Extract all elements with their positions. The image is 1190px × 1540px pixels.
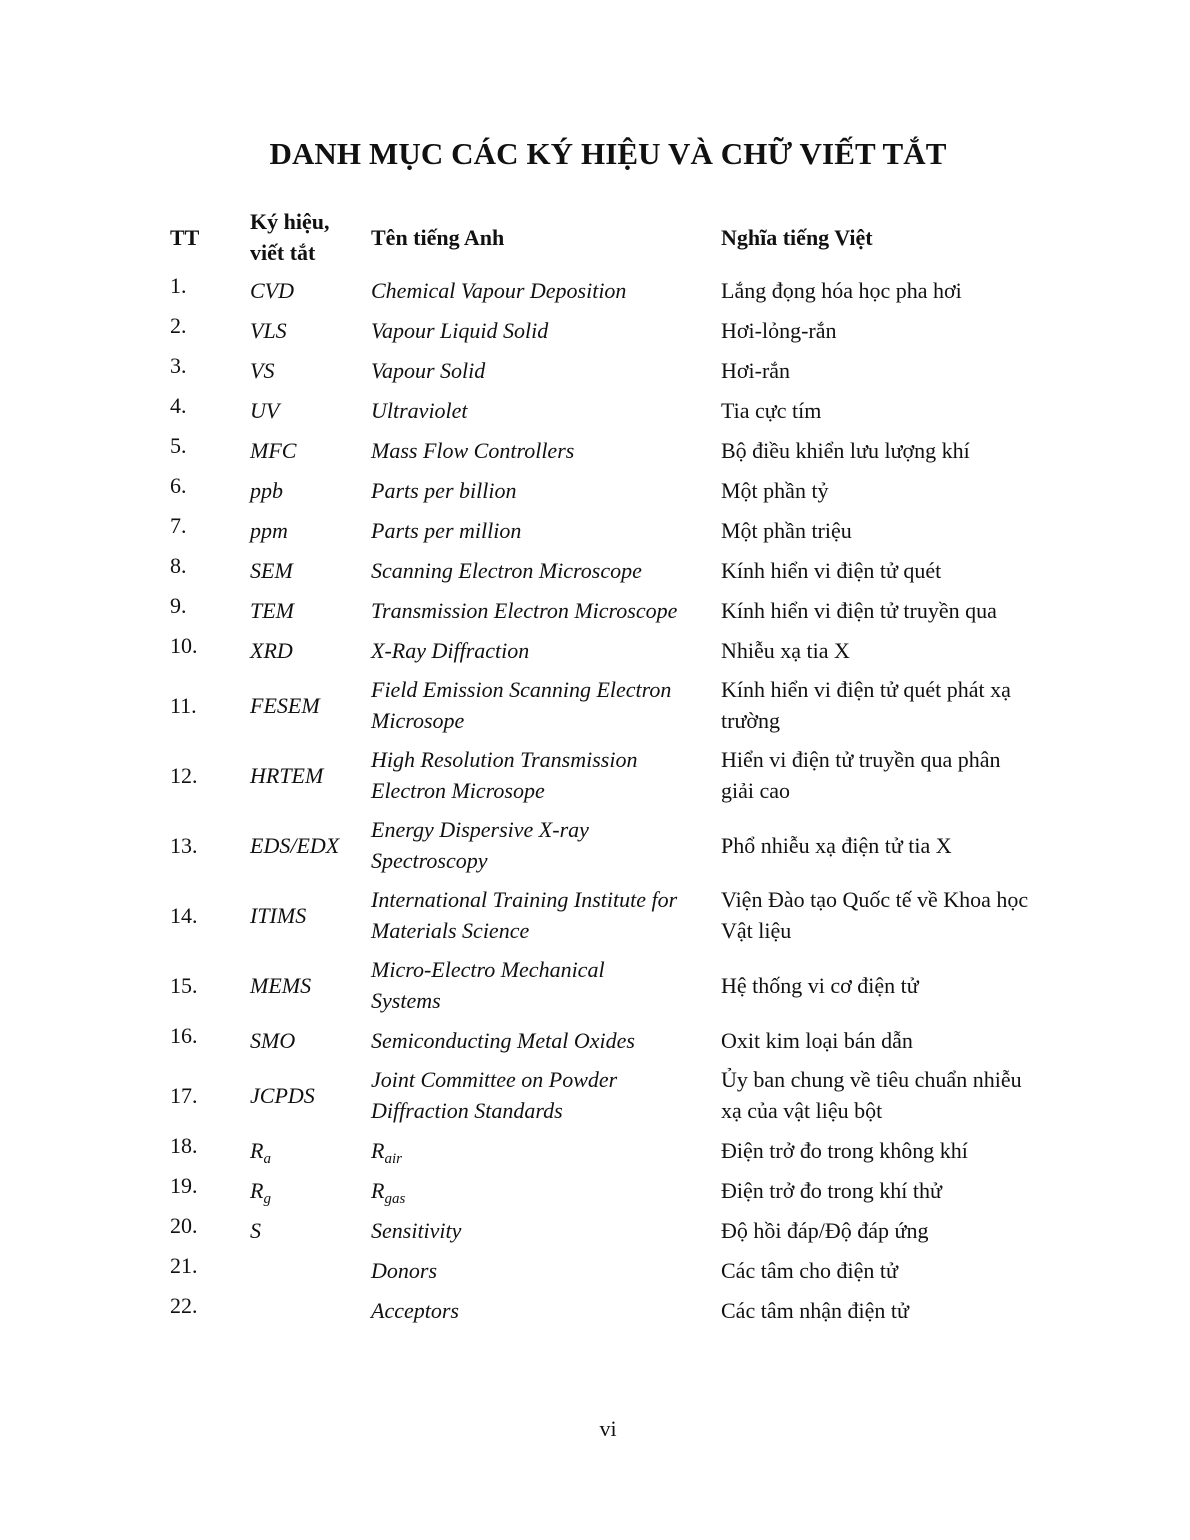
row-vietnamese-line1: Hiển vi điện tử truyền qua phân <box>721 747 1001 772</box>
row-symbol: MFC <box>250 437 297 463</box>
row-vietnamese: Oxit kim loại bán dẫn <box>721 1027 913 1053</box>
table-row <box>170 1290 1071 1330</box>
row-number: 4. <box>170 393 187 418</box>
table-row <box>170 810 1071 880</box>
row-number: 6. <box>170 473 187 498</box>
header-symbol-line2: viết tắt <box>250 240 316 265</box>
row-number: 1. <box>170 273 187 298</box>
page-title: DANH MỤC CÁC KÝ HIỆU VÀ CHỮ VIẾT TẮT <box>269 136 947 171</box>
row-number: 14. <box>170 902 198 928</box>
row-english-line1: Field Emission Scanning Electron <box>371 677 672 702</box>
row-vietnamese: Tia cực tím <box>721 397 822 423</box>
row-vietnamese: Một phần triệu <box>721 517 852 543</box>
row-symbol: SMO <box>250 1027 296 1053</box>
row-english: Scanning Electron Microscope <box>371 557 642 583</box>
row-english-line2: Spectroscopy <box>371 848 488 873</box>
row-english-line1: High Resolution Transmission <box>371 747 638 772</box>
row-number: 13. <box>170 832 198 858</box>
row-vietnamese: Kính hiển vi điện tử quét <box>721 557 942 583</box>
row-symbol: XRD <box>250 637 293 663</box>
row-english <box>371 1060 721 1130</box>
symbol-base: R <box>250 1137 264 1163</box>
row-number: 20. <box>170 1213 198 1238</box>
row-english-line1: International Training Institute for <box>371 887 678 912</box>
header-symbol <box>250 204 371 270</box>
row-english-line1: Micro-Electro Mechanical <box>371 957 605 982</box>
row-symbol: ITIMS <box>250 902 307 928</box>
row-vietnamese-line1: Ủy ban chung về tiêu chuẩn nhiễu <box>721 1067 1022 1092</box>
row-number: 18. <box>170 1133 198 1158</box>
row-symbol: ppb <box>250 477 283 503</box>
row-english-line1: Energy Dispersive X-ray <box>371 817 589 842</box>
row-symbol: TEM <box>250 597 294 623</box>
symbol-base: R <box>250 1177 264 1203</box>
row-symbol: UV <box>250 397 280 423</box>
row-vietnamese: Hệ thống vi cơ điện tử <box>721 972 919 998</box>
row-english: X-Ray Diffraction <box>371 637 530 663</box>
table-row <box>170 670 1071 740</box>
table-header-row <box>170 204 1071 270</box>
table-row <box>170 1250 1071 1290</box>
row-symbol: CVD <box>250 277 294 303</box>
row-vietnamese: Một phần tỷ <box>721 477 829 503</box>
row-english <box>371 1130 721 1170</box>
row-vietnamese: Độ hồi đáp/Độ đáp ứng <box>721 1217 929 1243</box>
row-symbol: ppm <box>250 517 288 543</box>
table-row <box>170 270 1071 310</box>
row-english: Chemical Vapour Deposition <box>371 277 627 303</box>
row-vietnamese: Hơi-rắn <box>721 357 791 383</box>
table-row <box>170 510 1071 550</box>
row-number: 8. <box>170 553 187 578</box>
row-english: Mass Flow Controllers <box>371 437 575 463</box>
row-symbol: VLS <box>250 317 287 343</box>
row-vietnamese-line2: trường <box>721 708 780 733</box>
row-number: 22. <box>170 1293 198 1318</box>
row-symbol: MEMS <box>250 972 312 998</box>
row-vietnamese: Điện trở đo trong khí thử <box>721 1177 942 1203</box>
row-vietnamese: Lắng đọng hóa học pha hơi <box>721 277 962 303</box>
row-english-line2: Materials Science <box>371 918 530 943</box>
table-row <box>170 430 1071 470</box>
table-row <box>170 1060 1071 1130</box>
header-tt: TT <box>170 224 200 250</box>
row-vietnamese-line2: giải cao <box>721 778 791 803</box>
row-number: 3. <box>170 353 187 378</box>
row-symbol: S <box>250 1217 261 1243</box>
row-symbol: VS <box>250 357 275 383</box>
row-english <box>371 810 721 880</box>
table-row <box>170 1130 1071 1170</box>
row-english <box>371 950 721 1020</box>
table-row <box>170 470 1071 510</box>
row-english-line2: Systems <box>371 988 441 1013</box>
row-number: 19. <box>170 1173 198 1198</box>
row-symbol <box>250 1130 371 1170</box>
header-vietnamese: Nghĩa tiếng Việt <box>721 224 873 250</box>
row-english <box>371 1170 721 1210</box>
table-row <box>170 350 1071 390</box>
row-number: 16. <box>170 1023 198 1048</box>
row-english <box>371 740 721 810</box>
row-english: Semiconducting Metal Oxides <box>371 1027 635 1053</box>
row-english <box>371 670 721 740</box>
row-vietnamese-line1: Viện Đào tạo Quốc tế về Khoa học <box>721 887 1029 912</box>
row-vietnamese: Phổ nhiễu xạ điện tử tia X <box>721 832 952 858</box>
english-subscript: air <box>384 1150 402 1167</box>
row-english <box>371 880 721 950</box>
row-english-line1: Joint Committee on Powder <box>371 1067 618 1092</box>
table-row <box>170 550 1071 590</box>
row-vietnamese-line2: xạ của vật liệu bột <box>721 1098 883 1123</box>
row-vietnamese <box>721 670 1071 740</box>
table-row <box>170 310 1071 350</box>
header-symbol-line1: Ký hiệu, <box>250 209 330 234</box>
row-symbol: EDS/EDX <box>250 832 340 858</box>
row-number: 7. <box>170 513 187 538</box>
row-symbol <box>250 1250 371 1290</box>
row-vietnamese <box>721 880 1071 950</box>
row-symbol: JCPDS <box>250 1082 315 1108</box>
row-english: Parts per billion <box>371 477 517 503</box>
table-row <box>170 1210 1071 1250</box>
symbol-subscript: g <box>263 1190 271 1207</box>
row-english: Ultraviolet <box>371 397 468 423</box>
header-english: Tên tiếng Anh <box>371 224 505 250</box>
row-number: 15. <box>170 972 198 998</box>
row-english-line2: Microsope <box>371 708 465 733</box>
row-vietnamese: Các tâm cho điện tử <box>721 1257 898 1283</box>
table-row <box>170 1170 1071 1210</box>
row-english: Parts per million <box>371 517 522 543</box>
page-number: vi <box>599 1416 617 1441</box>
row-vietnamese <box>721 740 1071 810</box>
row-english: Vapour Liquid Solid <box>371 317 549 343</box>
table-row <box>170 950 1071 1020</box>
row-vietnamese: Kính hiển vi điện tử truyền qua <box>721 597 997 623</box>
row-english-line2: Electron Microsope <box>371 778 545 803</box>
row-symbol: SEM <box>250 557 293 583</box>
row-symbol <box>250 1170 371 1210</box>
row-vietnamese: Nhiễu xạ tia X <box>721 637 850 663</box>
english-subscript: gas <box>384 1190 406 1207</box>
row-english: Donors <box>371 1257 438 1283</box>
row-vietnamese-line1: Kính hiển vi điện tử quét phát xạ <box>721 677 1011 702</box>
row-vietnamese: Hơi-lỏng-rắn <box>721 317 837 343</box>
row-vietnamese: Bộ điều khiển lưu lượng khí <box>721 437 970 463</box>
row-vietnamese-line2: Vật liệu <box>721 918 792 943</box>
row-english: Vapour Solid <box>371 357 486 383</box>
table-row <box>170 880 1071 950</box>
row-symbol: HRTEM <box>250 762 324 788</box>
row-english: Sensitivity <box>371 1217 462 1243</box>
abbreviation-table <box>170 204 1071 1330</box>
row-english: Transmission Electron Microscope <box>371 597 678 623</box>
row-number: 21. <box>170 1253 198 1278</box>
row-number: 17. <box>170 1082 198 1108</box>
english-base: R <box>371 1137 385 1163</box>
row-number: 9. <box>170 593 187 618</box>
row-symbol: FESEM <box>250 692 320 718</box>
table-row <box>170 740 1071 810</box>
symbol-subscript: a <box>263 1150 271 1167</box>
row-symbol <box>250 1290 371 1330</box>
row-vietnamese: Điện trở đo trong không khí <box>721 1137 968 1163</box>
row-number: 2. <box>170 313 187 338</box>
row-number: 5. <box>170 433 187 458</box>
row-english-line2: Diffraction Standards <box>371 1098 563 1123</box>
english-base: R <box>371 1177 385 1203</box>
table-row <box>170 390 1071 430</box>
table-row <box>170 590 1071 630</box>
table-row <box>170 1020 1071 1060</box>
row-english: Acceptors <box>371 1297 459 1323</box>
row-number: 11. <box>170 692 197 718</box>
row-vietnamese <box>721 1060 1071 1130</box>
table-row <box>170 630 1071 670</box>
row-number: 10. <box>170 633 198 658</box>
row-number: 12. <box>170 762 198 788</box>
row-vietnamese: Các tâm nhận điện tử <box>721 1297 909 1323</box>
